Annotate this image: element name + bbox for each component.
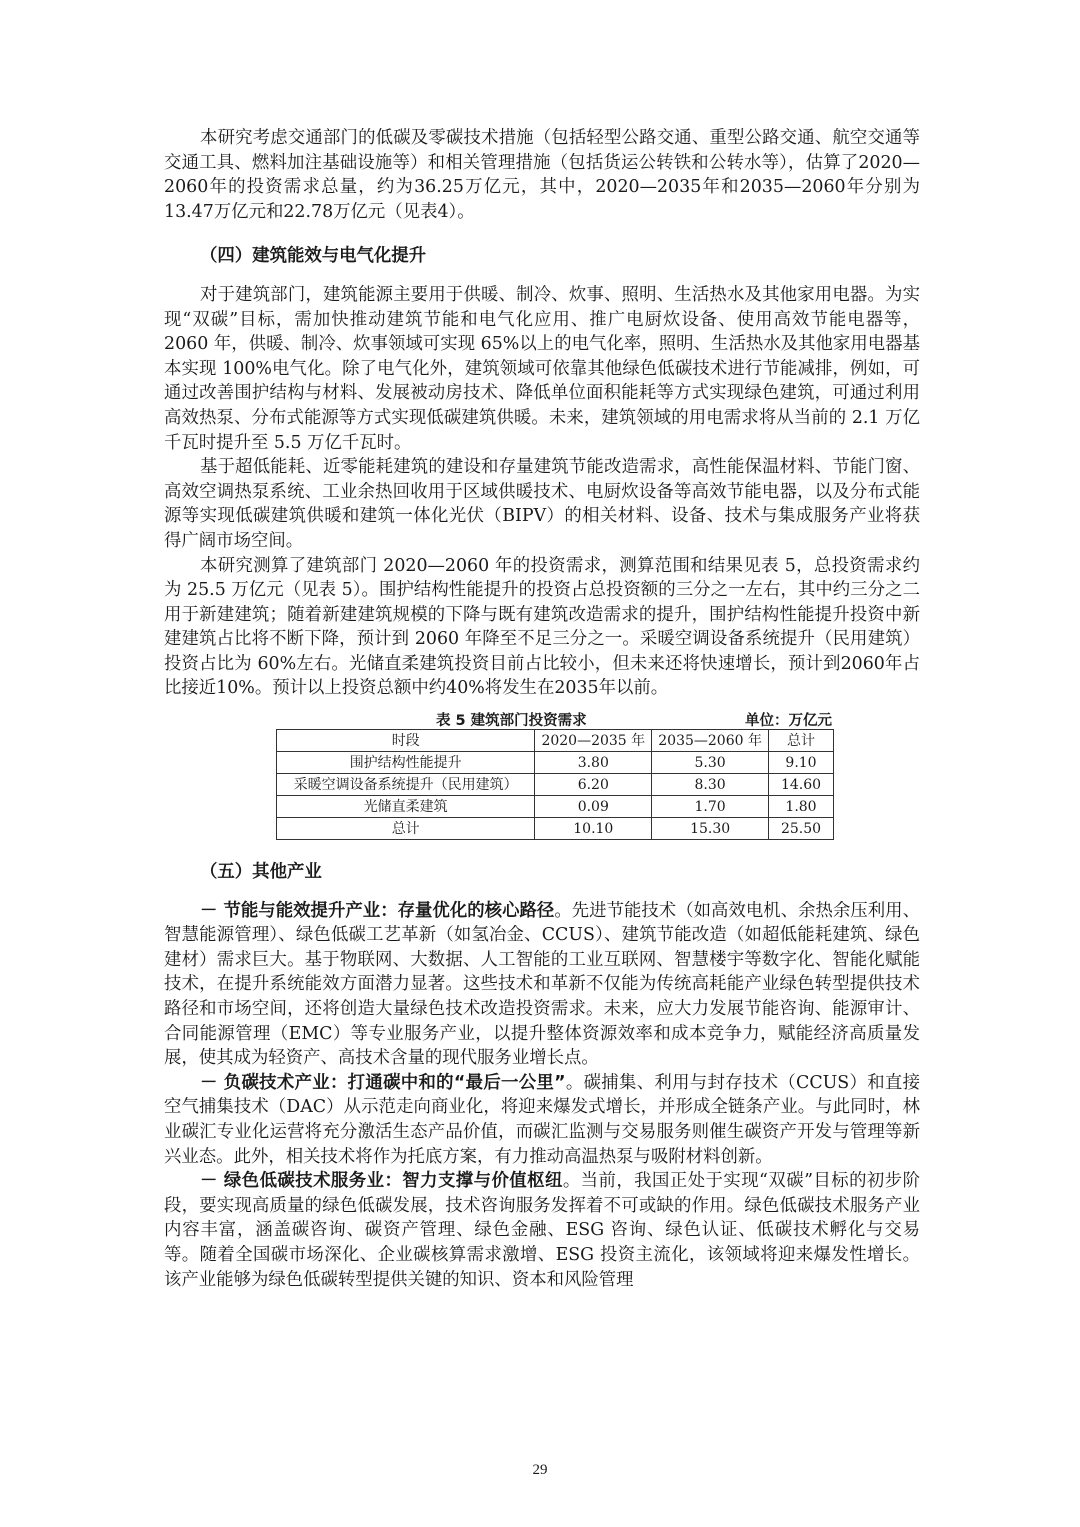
item-text: 。碳捕集、利用与封存技术（CCUS）和直接空气捕集技术（DAC）从示范走向商业化，将迎来爆发式增长，并形成全链条产业。与此同时，林业碳汇专业化运营将充分激活生态产品价值，而碳汇监测与交易服务则催生碳资产开发与管理等新兴业态。此外，相关技术将作为托底方案，有力推动高温热泵与吸附材料创新。 <box>164 1072 921 1167</box>
table-cell: 采暖空调设备系统提升（民用建筑） <box>277 774 535 796</box>
table-header-cell: 时段 <box>277 730 535 752</box>
table-row <box>277 818 834 840</box>
page-content <box>164 126 920 1292</box>
paragraph-building-energy: 对于建筑部门，建筑能源主要用于供暖、制冷、炊事、照明、生活热水及其他家用电器。为实现“双碳”目标，需加快推动建筑节能和电气化应用、推广电厨炊设备、使用高效节能电器等，2060 年，供暖、制冷、炊事领域可实现 65%以上的电气化率，照明、生活热水及其他家用电器基本实现 100%电气化。除了电气化外，建筑领域可依靠其他绿色低碳技术进行节能减排，例如，可通过改善围护结构与材料、发展被动房技术、降低单位面积能耗等方式实现绿色建筑，可通过利用高效热泵、分布式能源等方式实现低碳建筑供暖。未来，建筑领域的用电需求将从当前的 2.1 万亿千瓦时提升至 5.5 万亿千瓦时。 <box>164 284 920 453</box>
section-heading-other-industries: （五）其他产业 <box>200 862 322 883</box>
table-cell: 1.70 <box>652 796 769 818</box>
item-lead: － 绿色低碳技术服务业：智力支撑与价值枢纽 <box>200 1171 563 1192</box>
table-cell: 25.50 <box>769 818 834 840</box>
item-lead: － 负碳技术产业：打通碳中和的“最后一公里” <box>200 1072 566 1093</box>
investment-table <box>276 729 834 840</box>
item-lead: － 节能与能效提升产业：存量优化的核心路径 <box>200 900 555 921</box>
table-cell: 6.20 <box>535 774 652 796</box>
table-cell: 围护结构性能提升 <box>277 752 535 774</box>
paragraph-energy-efficiency <box>164 899 920 1071</box>
table-cell: 14.60 <box>769 774 834 796</box>
paragraph-green-services <box>164 1169 920 1292</box>
paragraph-building-market: 基于超低能耗、近零能耗建筑的建设和存量建筑节能改造需求，高性能保温材料、节能门窗、高效空调热泵系统、工业余热回收用于区域供暖技术、电厨炊设备等高效节能电器，以及分布式能源等实现低碳建筑供暖和建筑一体化光伏（BIPV）的相关材料、设备、技术与集成服务产业将获得广阔市场空间。 <box>164 457 920 551</box>
table-header-cell: 2020—2035 年 <box>535 730 652 752</box>
table-row <box>277 774 834 796</box>
page-number: 29 <box>532 1462 548 1478</box>
table-header-cell: 2035—2060 年 <box>652 730 769 752</box>
table-cell: 0.09 <box>535 796 652 818</box>
table-cell: 10.10 <box>535 818 652 840</box>
table-cell: 8.30 <box>652 774 769 796</box>
table-header-row <box>277 730 834 752</box>
table-cell: 9.10 <box>769 752 834 774</box>
item-text: 。先进节能技术（如高效电机、余热余压利用、智慧能源管理）、绿色低碳工艺革新（如氢冶金、CCUS）、建筑节能改造（如超低能耗建筑、绿色建材）需求巨大。基于物联网、大数据、人工智能的工业互联网、智慧楼宇等数字化、智能化赋能技术，在提升系统能效方面潜力显著。这些技术和革新不仅能为传统高耗能产业绿色转型提供技术路径和市场空间，还将创造大量绿色技术改造投资需求。未来，应大力发展节能咨询、能源审计、合同能源管理（EMC）等专业服务产业，以提升整体资源效率和成本竞争力，赋能经济高质量发展，使其成为轻资产、高技术含量的现代服务业增长点。 <box>164 900 920 1069</box>
paragraph-negative-carbon <box>164 1071 920 1169</box>
paragraph-transport-investment: 本研究考虑交通部门的低碳及零碳技术措施（包括轻型公路交通、重型公路交通、航空交通等交通工具、燃料加注基础设施等）和相关管理措施（包括货运公转铁和公转水等），估算了2020—2060年的投资需求总量，约为36.25万亿元，其中，2020—2035年和2035—2060年分别为13.47万亿元和22.78万亿元（见表4）。 <box>164 128 920 222</box>
table-cell: 总计 <box>277 818 535 840</box>
table-row <box>277 796 834 818</box>
table-title: 表 5 建筑部门投资需求 <box>436 713 587 730</box>
table-header-cell: 总计 <box>769 730 834 752</box>
table-caption <box>276 707 834 729</box>
table-cell: 3.80 <box>535 752 652 774</box>
table-cell: 5.30 <box>652 752 769 774</box>
section-heading-building: （四）建筑能效与电气化提升 <box>200 246 427 267</box>
paragraph-building-investment: 本研究测算了建筑部门 2020—2060 年的投资需求，测算范围和结果见表 5，总投资需求约为 25.5 万亿元（见表 5）。围护结构性能提升的投资占总投资额的三分之一左右，其中约三分之二用于新建建筑；随着新建建筑规模的下降与既有建筑改造需求的提升，围护结构性能提升投资中新建建筑占比将不断下降，预计到 2060 年降至不足三分之一。采暖空调设备系统提升（民用建筑）投资占比为 60%左右。光储直柔建筑投资目前占比较小，但未来还将快速增长，预计到2060年占比接近10%。预计以上投资总额中约40%将发生在2035年以前。 <box>164 555 920 699</box>
table-unit: 单位：万亿元 <box>745 713 832 730</box>
table-cell: 1.80 <box>769 796 834 818</box>
table-cell: 光储直柔建筑 <box>277 796 535 818</box>
item-text: 。当前，我国正处于实现“双碳”目标的初步阶段，要实现高质量的绿色低碳发展，技术咨询服务发挥着不可或缺的作用。绿色低碳技术服务产业内容丰富，涵盖碳咨询、碳资产管理、绿色金融、ESG 咨询、绿色认证、低碳技术孵化与交易等。随着全国碳市场深化、企业碳核算需求激增、ESG 投资主流化，该领域将迎来爆发性增长。该产业能够为绿色低碳转型提供关键的知识、资本和风险管理 <box>164 1171 920 1290</box>
table-row <box>277 752 834 774</box>
table-cell: 15.30 <box>652 818 769 840</box>
